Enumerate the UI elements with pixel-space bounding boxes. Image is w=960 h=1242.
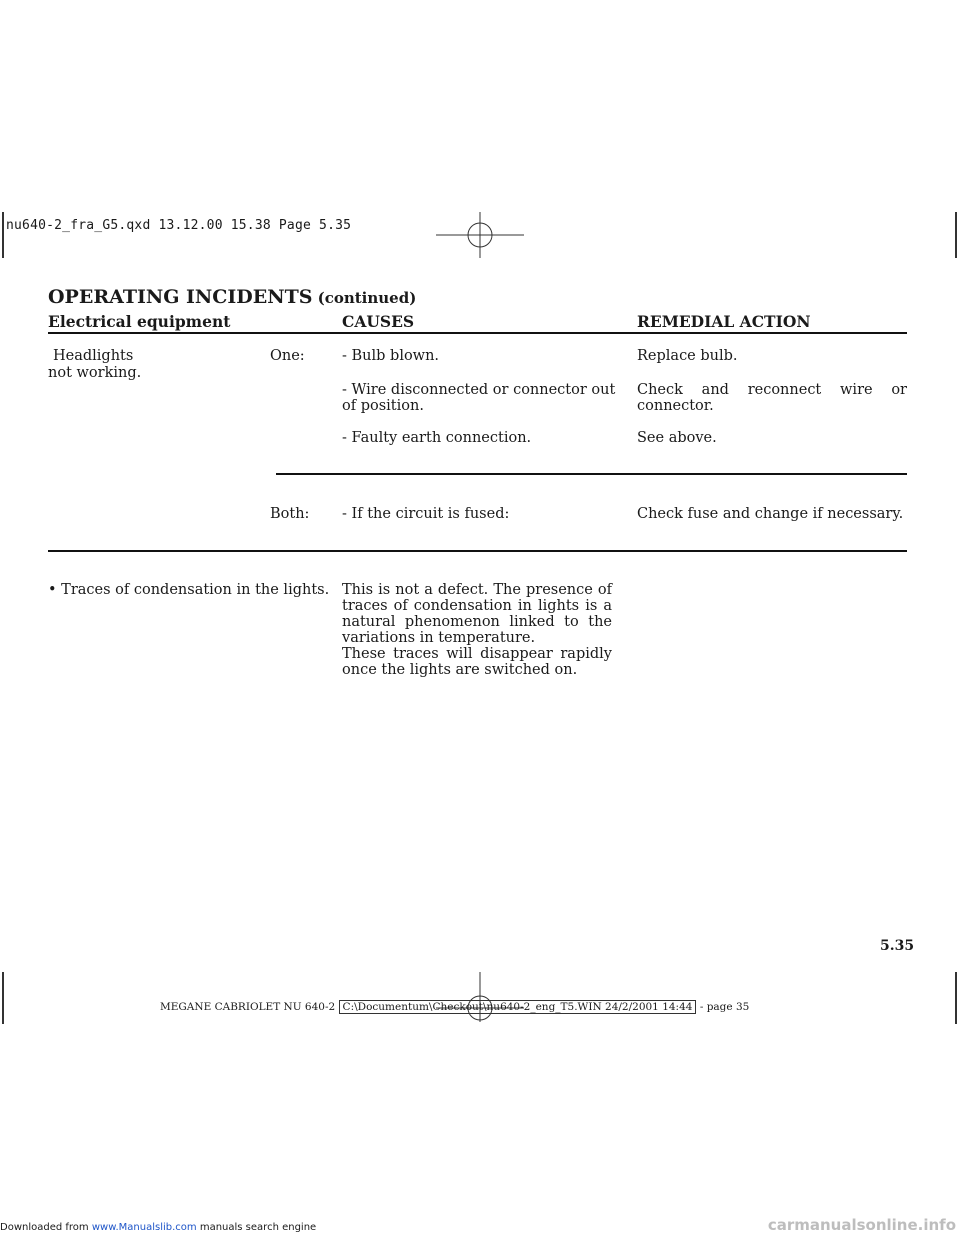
- remedy-replace-bulb: Replace bulb.: [637, 348, 738, 364]
- condensation-item: • Traces of condensation in the lights.: [48, 582, 330, 598]
- mid-rule: [276, 473, 907, 475]
- condensation-line: once the lights are switched on.: [342, 662, 578, 678]
- condensation-line: natural phenomenon linked to the: [342, 614, 612, 630]
- column-header-equipment: Electrical equipment: [48, 312, 231, 331]
- remedy-check-reconnect-line2: connector.: [637, 398, 714, 414]
- remedy-check-reconnect-line1: Check and reconnect wire or: [637, 382, 907, 398]
- footer-path: C:\Documentum\Checkout\nu640-2_eng_T5.WIN 24/2/2001 14:44: [339, 1000, 697, 1014]
- cause-wire-line2: of position.: [342, 398, 424, 414]
- headlights-label-line1: Headlights: [53, 348, 134, 364]
- both-label: Both:: [270, 506, 310, 522]
- crop-mark-bottom-left: [2, 972, 4, 1024]
- remedy-see-above: See above.: [637, 430, 717, 446]
- cause-circuit-fused: - If the circuit is fused:: [342, 506, 510, 522]
- title-sub: (continued): [317, 289, 417, 307]
- title-main: OPERATING INCIDENTS: [48, 286, 313, 308]
- downloaded-from-text: Downloaded from: [0, 1222, 89, 1233]
- watermark: carmanualsonline.info: [767, 1216, 956, 1234]
- header-rule: [48, 332, 907, 334]
- cause-wire-line1: - Wire disconnected or connector out: [342, 382, 616, 398]
- one-label: One:: [270, 348, 305, 364]
- crop-mark-left: [2, 212, 4, 258]
- page-title: [48, 286, 416, 308]
- section-rule: [48, 550, 907, 552]
- condensation-line: This is not a defect. The presence of: [342, 582, 612, 598]
- manualslib-link[interactable]: www.Manualslib.com: [91, 1222, 197, 1233]
- headlights-label-line2: not working.: [48, 365, 142, 381]
- remedy-check-fuse: Check fuse and change if necessary.: [637, 506, 904, 522]
- tagline-text: manuals search engine: [199, 1222, 317, 1233]
- footer-line: [160, 1000, 749, 1014]
- registration-mark-bottom: [436, 972, 524, 1024]
- footer-suffix: - page 35: [699, 1001, 750, 1013]
- registration-mark-top: [436, 212, 524, 260]
- footer-prefix: MEGANE CABRIOLET NU 640-2: [160, 1001, 336, 1013]
- cause-faulty-earth: - Faulty earth connection.: [342, 430, 532, 446]
- condensation-line: These traces will disappear rapidly: [342, 646, 612, 662]
- condensation-line: variations in temperature.: [342, 630, 536, 646]
- crop-mark-bottom-right: [955, 972, 957, 1024]
- column-header-causes: CAUSES: [342, 312, 415, 331]
- page-number: 5.35: [880, 938, 915, 954]
- condensation-line: traces of condensation in lights is a: [342, 598, 612, 614]
- crop-mark-right: [955, 212, 957, 258]
- download-attribution: [0, 1222, 316, 1233]
- column-header-remedy: REMEDIAL ACTION: [637, 312, 811, 331]
- cause-bulb-blown: - Bulb blown.: [342, 348, 440, 364]
- file-header-line: nu640-2_fra_G5.qxd 13.12.00 15.38 Page 5.35: [6, 218, 352, 233]
